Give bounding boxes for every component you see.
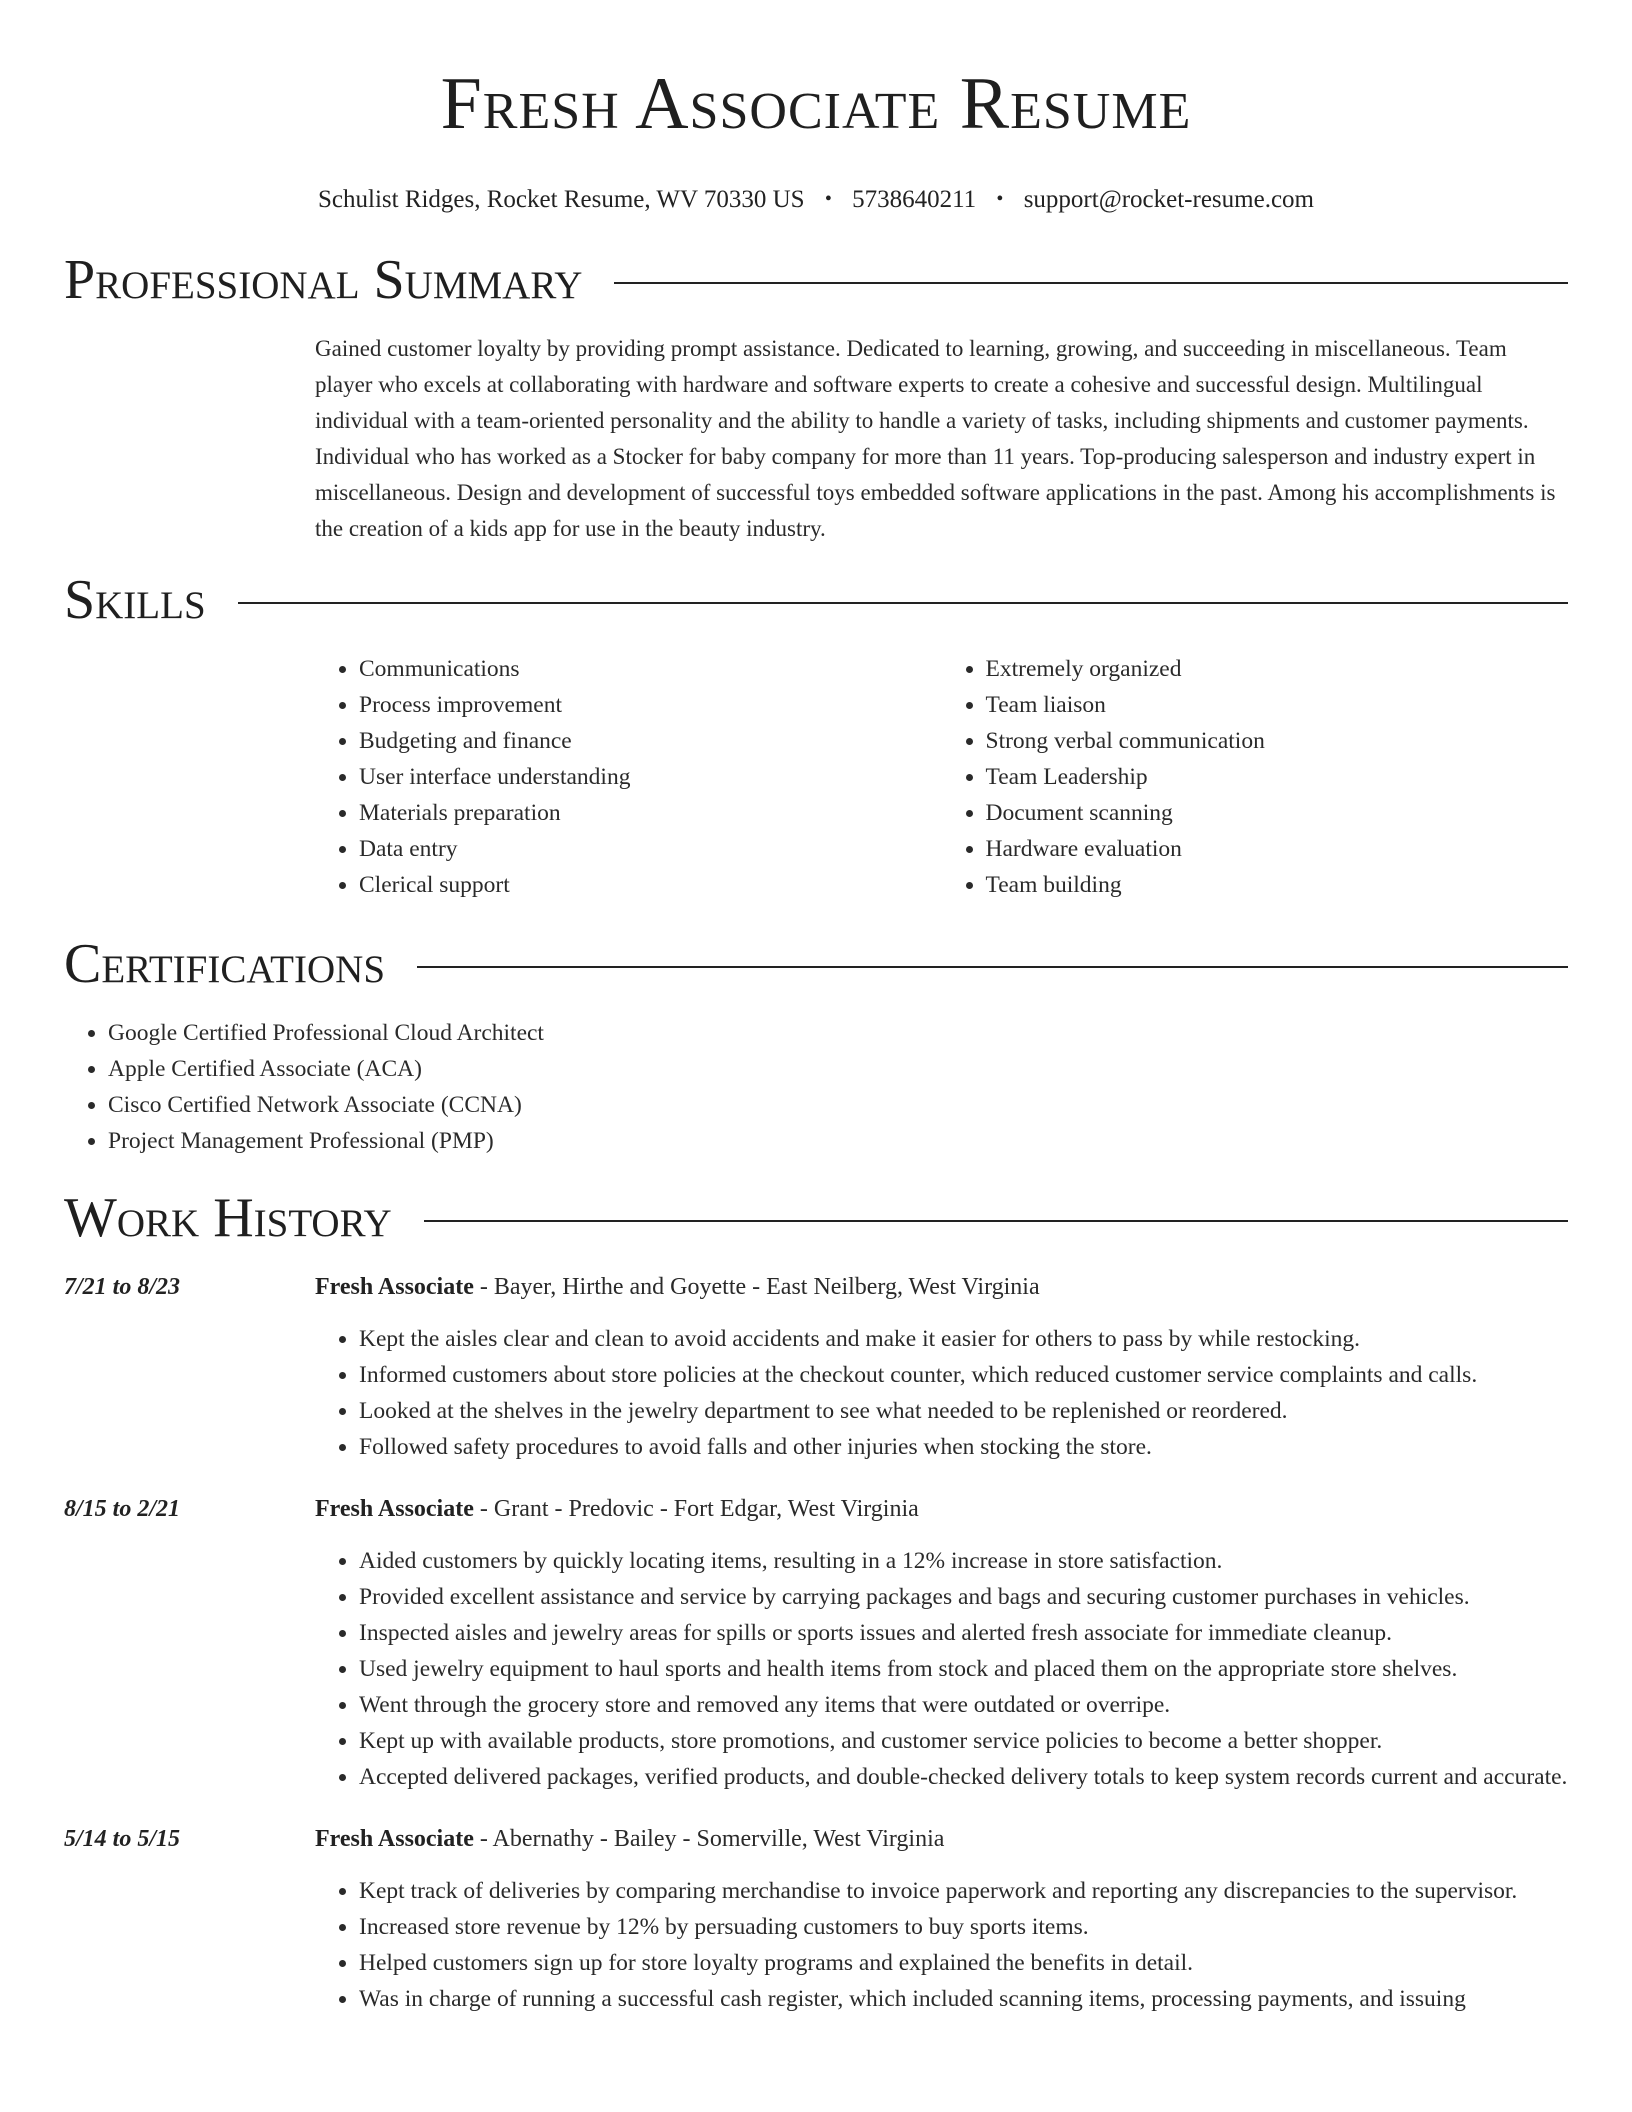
certification-item: • Cisco Certified Network Associate (CCNA) [108,1087,1568,1123]
skill-item: • Materials preparation [359,795,942,831]
job-employer-location: - Abernathy - Bailey - Somerville, West Virginia [473,1826,945,1852]
section-header [64,567,1568,633]
section-title: Work History [64,1187,392,1249]
job-dates: 8/15 to 2/21 [64,1496,181,1522]
job-bullet: • Inspected aisles and jewelry areas for spills or sports issues and alerted fresh associate for immediate cleanup. [359,1615,1568,1651]
certification-item: • Google Certified Professional Cloud Architect [108,1015,1568,1051]
job-bullet: • Aided customers by quickly locating items, resulting in a 12% increase in store satisfaction. [359,1543,1568,1579]
job-title: Fresh Associate [315,1274,474,1300]
job-bullet: • Kept up with available products, store promotions, and customer service policies to become a better shopper. [359,1723,1568,1759]
job-entry [64,1269,1568,1465]
job-bullet: • Used jewelry equipment to haul sports and health items from stock and placed them on the appropriate store shelves. [359,1651,1568,1687]
skills-list-left [315,651,942,903]
contact-separator: • [996,188,1004,210]
contact-separator: • [824,188,832,210]
contact-email: support@rocket-resume.com [1023,186,1314,213]
certifications-section [64,931,1568,1159]
skills-columns [315,651,1568,903]
job-heading [315,1821,1568,1857]
certification-item: • Apple Certified Associate (ACA) [108,1051,1568,1087]
job-dates: 5/14 to 5/15 [64,1826,181,1852]
skill-item: • Process improvement [359,687,942,723]
job-entry [64,1491,1568,1795]
skill-item: • Clerical support [359,867,942,903]
contact-line [64,184,1568,217]
section-divider [238,602,1568,604]
job-body [315,1269,1568,1465]
job-bullet: • Increased store revenue by 12% by persuading customers to buy sports items. [359,1909,1568,1945]
section-header [64,931,1568,997]
skill-item: • Communications [359,651,942,687]
skill-item: • Budgeting and finance [359,723,942,759]
certifications-list [64,1015,1568,1159]
job-bullet: • Helped customers sign up for store loyalty programs and explained the benefits in detail. [359,1945,1568,1981]
skill-item: • Team Leadership [986,759,1569,795]
resume-title: Fresh Associate Resume [440,63,1192,145]
job-bullet: • Looked at the shelves in the jewelry department to see what needed to be replenished or reordered. [359,1393,1568,1429]
skill-item: • Hardware evaluation [986,831,1569,867]
job-employer-location: - Bayer, Hirthe and Goyette - East Neilberg, West Virginia [473,1274,1040,1300]
job-heading [315,1269,1568,1305]
section-divider [614,282,1568,284]
certification-item: • Project Management Professional (PMP) [108,1123,1568,1159]
job-dates: 7/21 to 8/23 [64,1274,181,1300]
skill-item: • Document scanning [986,795,1569,831]
job-title: Fresh Associate [315,1826,474,1852]
job-bullets [315,1321,1568,1465]
skill-item: • Strong verbal communication [986,723,1569,759]
skill-item: • Extremely organized [986,651,1569,687]
skill-item: • Team liaison [986,687,1569,723]
skills-list-right [942,651,1569,903]
job-bullet: • Accepted delivered packages, verified products, and double-checked delivery totals to keep system records current and accurate. [359,1759,1568,1795]
job-bullet: • Kept the aisles clear and clean to avoid accidents and make it easier for others to pass by while restocking. [359,1321,1568,1357]
job-bullet: • Went through the grocery store and removed any items that were outdated or overripe. [359,1687,1568,1723]
section-divider [417,966,1568,968]
contact-phone: 5738640211 [852,186,977,213]
job-employer-location: - Grant - Predovic - Fort Edgar, West Virginia [473,1496,919,1522]
skills-section [64,567,1568,903]
job-bullet: • Kept track of deliveries by comparing merchandise to invoice paperwork and reporting any discrepancies to the supervisor. [359,1873,1568,1909]
job-title: Fresh Associate [315,1496,474,1522]
section-title: Certifications [64,933,386,995]
jobs-list [64,1269,1568,2017]
job-heading [315,1491,1568,1527]
work-history-section [64,1185,1568,2017]
skill-item: • User interface understanding [359,759,942,795]
job-bullet: • Was in charge of running a successful cash register, which included scanning items, processing payments, and issuing [359,1981,1568,2017]
section-title: Skills [64,569,206,631]
job-bullet: • Followed safety procedures to avoid falls and other injuries when stocking the store. [359,1429,1568,1465]
job-bullets [315,1543,1568,1795]
job-body [315,1491,1568,1795]
section-title: Professional Summary [64,249,583,311]
job-bullet: • Provided excellent assistance and service by carrying packages and bags and securing customer purchases in vehicles. [359,1579,1568,1615]
section-header [64,247,1568,313]
job-entry [64,1821,1568,2017]
job-bullets [315,1873,1568,2017]
summary-section [64,247,1568,547]
skill-item: • Data entry [359,831,942,867]
section-header [64,1185,1568,1251]
job-body [315,1821,1568,2017]
skill-item: • Team building [986,867,1569,903]
job-bullet: • Informed customers about store policies at the checkout counter, which reduced customer service complaints and calls. [359,1357,1568,1393]
section-divider [424,1220,1568,1222]
summary-text: Gained customer loyalty by providing prompt assistance. Dedicated to learning, growing, and succeeding in miscellaneous. Team player who excels at collaborating with hardware and software experts to create a cohesive and successful design. Multilingual individual with a team-oriented personality and the ability to handle a variety of tasks, including shipments and customer payments. Individual who has worked as a Stocker for baby company for more than 11 years. Top-producing salesperson and industry expert in miscellaneous. Design and development of successful toys embedded software applications in the past. Among his accomplishments is the creation of a kids app for use in the beauty industry. [315,336,1556,541]
contact-address: Schulist Ridges, Rocket Resume, WV 70330 US [318,186,805,213]
